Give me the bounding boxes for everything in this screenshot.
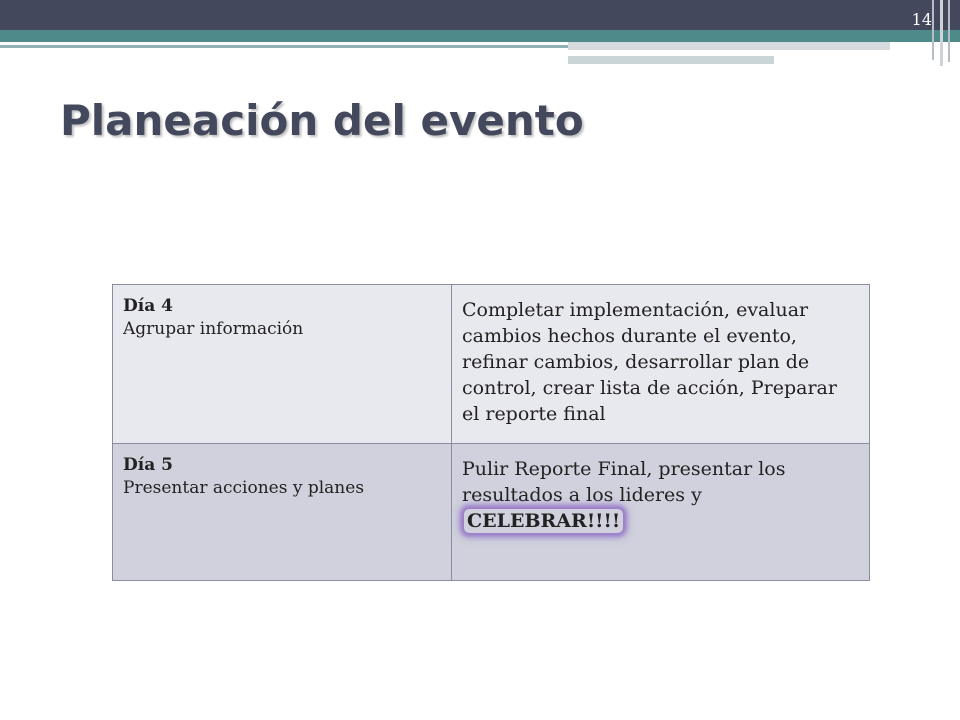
header-vertical-line bbox=[932, 0, 934, 60]
description-cell bbox=[452, 285, 870, 444]
table-row bbox=[113, 444, 870, 581]
header-vertical-line bbox=[940, 0, 943, 66]
description-text: Pulir Reporte Final, presentar los resultados a los lideres y bbox=[462, 458, 786, 506]
table-row bbox=[113, 285, 870, 444]
header-gray-bar-upper bbox=[568, 42, 890, 50]
day-cell bbox=[113, 444, 452, 581]
slide-number: 14 bbox=[911, 10, 932, 29]
header-gray-bar-lower bbox=[568, 56, 774, 64]
header-vertical-line bbox=[948, 0, 950, 62]
day-label: Día 4 bbox=[123, 296, 173, 316]
day-task: Presentar acciones y planes bbox=[123, 478, 365, 498]
slide-title: Planeación del evento bbox=[60, 96, 584, 145]
day-cell bbox=[113, 285, 452, 444]
event-plan-table bbox=[112, 284, 870, 581]
header-teal-bar bbox=[0, 30, 960, 42]
description-cell bbox=[452, 444, 870, 581]
celebrate-highlight: CELEBRAR!!!! bbox=[464, 509, 623, 533]
description-text: Completar implementación, evaluar cambios hechos durante el evento, refinar cambios, desarrollar plan de control, crear lista de acción, Preparar el reporte final bbox=[462, 299, 837, 425]
day-label: Día 5 bbox=[123, 455, 173, 475]
day-task: Agrupar información bbox=[123, 319, 304, 339]
header-dark-bar bbox=[0, 0, 960, 30]
